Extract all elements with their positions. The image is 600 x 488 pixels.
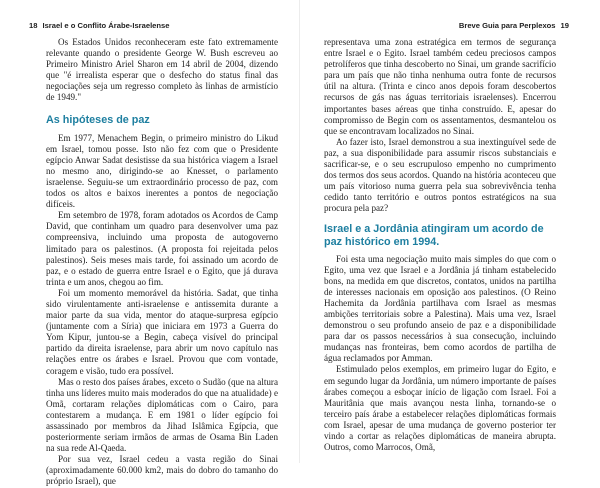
paragraph: Em setembro de 1978, foram adotados os Acordos de Camp David, que continham um quadro para desenvolver uma paz compreensiva, incluindo uma proposta de autogoverno limitado para os palestinos. (A proposta foi rejeitada pelos palestinos). Seis meses mais tarde, foi assinado um acordo de paz, e o estado de guerra entre Israel e o Egito, que já durava trinta e um anos, chegou ao fim. [46,210,278,287]
left-page [0,0,300,487]
section-heading: Israel e a Jordânia atingiram um acordo de paz histórico em 1994. [324,222,544,248]
left-running-title: Israel e o Conflito Árabe-Israelense [42,21,170,30]
right-page-body [324,37,556,453]
right-running-title: Breve Guia para Perplexos [458,21,556,30]
paragraph: Foi um momento memorável da história. Sadat, que tinha sido virulentamente anti-israelense e antissemita durante a maior parte da sua vida, mentor do ataque-surpresa egípcio (juntamente com a Síria) que iniciara em 1973 a Guerra do Yom Kipur, juntou-se a Begin, cabeça visível do principal partido da direita israelense, para abrir um novo capítulo nas relações entre os árabes e Israel. Provou que com vontade, coragem e visão, tudo era possível. [46,287,278,376]
paragraph: Ao fazer isto, Israel demonstrou a sua inextinguível sede de paz, a sua disponibilidade para assumir riscos substanciais e sacrificar-se, e o seu escrupuloso empenho no cumprimento dos termos dos seus acordos. Quando na história aconteceu que um país vitorioso numa guerra pela sua sobrevivência tenha cedido tanto território e outros pontos estratégicos na sua procura pela paz? [324,136,556,214]
paragraph: Foi esta uma negociação muito mais simples do que com o Egito, uma vez que Israel e a Jordânia já tinham estabelecido bons, na medida em que discretos, contatos, unidos na partilha de interesses nacionais em oposição aos palestinos. (O Reino Hachemita da Jordânia partilhava com Israel as mesmas ambições territoriais sobre a Palestina). Mais uma vez, Israel demonstrou o seu profundo anseio de paz e a disponibilidade para dar os passos necessários à sua consecução, incluindo mudanças nas fronteiras, bem como acordos de partilha de água reclamados por Amman. [324,253,556,364]
left-page-number: 18 [29,21,38,30]
paragraph: Estimulado pelos exemplos, em primeiro lugar do Egito, e em segundo lugar da Jordânia, um número importante de países árabes começou a esboçar início de ligação com Israel. Foi a Mauritânia que mais avançou nesta linha, tornando-se o terceiro país árabe a estabelecer relações diplomáticas formais com Israel, apesar de uma mudança de governo posterior ter vindo a cortar as relações diplomáticas de maneira abrupta. Outros, como Marrocos, Omã, [324,364,556,453]
paragraph: Os Estados Unidos reconheceram este fato extremamente relevante quando o presidente George W. Bush escreveu ao Primeiro Ministro Ariel Sharon em 14 abril de 2004, dizendo que "é irrealista esperar que o desfecho do status final das negociações seja um regresso completo às linhas de armistício de 1949." [46,37,278,103]
paragraph: representava uma zona estratégica em termos de segurança entre Israel e o Egito. Israel também cedeu preciosos campos petrolíferos que tinha descoberto no Sinai, um grande sacrifício para um país que não tinha nenhuma outra fonte de recursos útil na altura. (Trinta e cinco anos depois foram descobertos recursos de gás nas águas territoriais israelenses). Encerrou importantes bases aéreas que tinha construído. E, apesar do compromisso de Begin com os assentamentos, desmantelou os que se encontravam localizados no Sinai. [324,37,556,136]
section-heading: As hipóteses de paz [46,113,150,126]
left-page-header [24,21,169,30]
left-page-body [46,37,278,488]
right-page [300,0,600,463]
paragraph: Em 1977, Menachem Begin, o primeiro ministro do Likud em Israel, tomou posse. Isto não fez com que o Presidente egípcio Anwar Sadat desistisse da sua histórica viagem a Israel no mesmo ano, dirigindo-se ao Knesset, o parlamento israelense. Seguiu-se um extraordinário processo de paz, com todos os altos e baixos inerentes a pontos de negociação difíceis. [46,132,278,210]
right-page-number: 19 [560,21,569,30]
paragraph: Mas o resto dos países árabes, exceto o Sudão (que na altura tinha uns líderes muito mais moderados do que na atualidade) e Omã, cortaram relações diplomáticas com o Cairo, para contestarem a mudança. E em 1981 o líder egípcio foi assassinado por membros da Jihad Islâmica Egípcia, que posteriormente seriam irmãos de armas de Osama Bin Laden na sua rede Al-Qaeda. [46,376,278,454]
right-page-header [459,21,574,30]
paragraph: Por sua vez, Israel cedeu a vasta região do Sinai (aproximadamente 60.000 km2, mais do dobro do tamanho do próprio Israel), que [46,454,278,487]
